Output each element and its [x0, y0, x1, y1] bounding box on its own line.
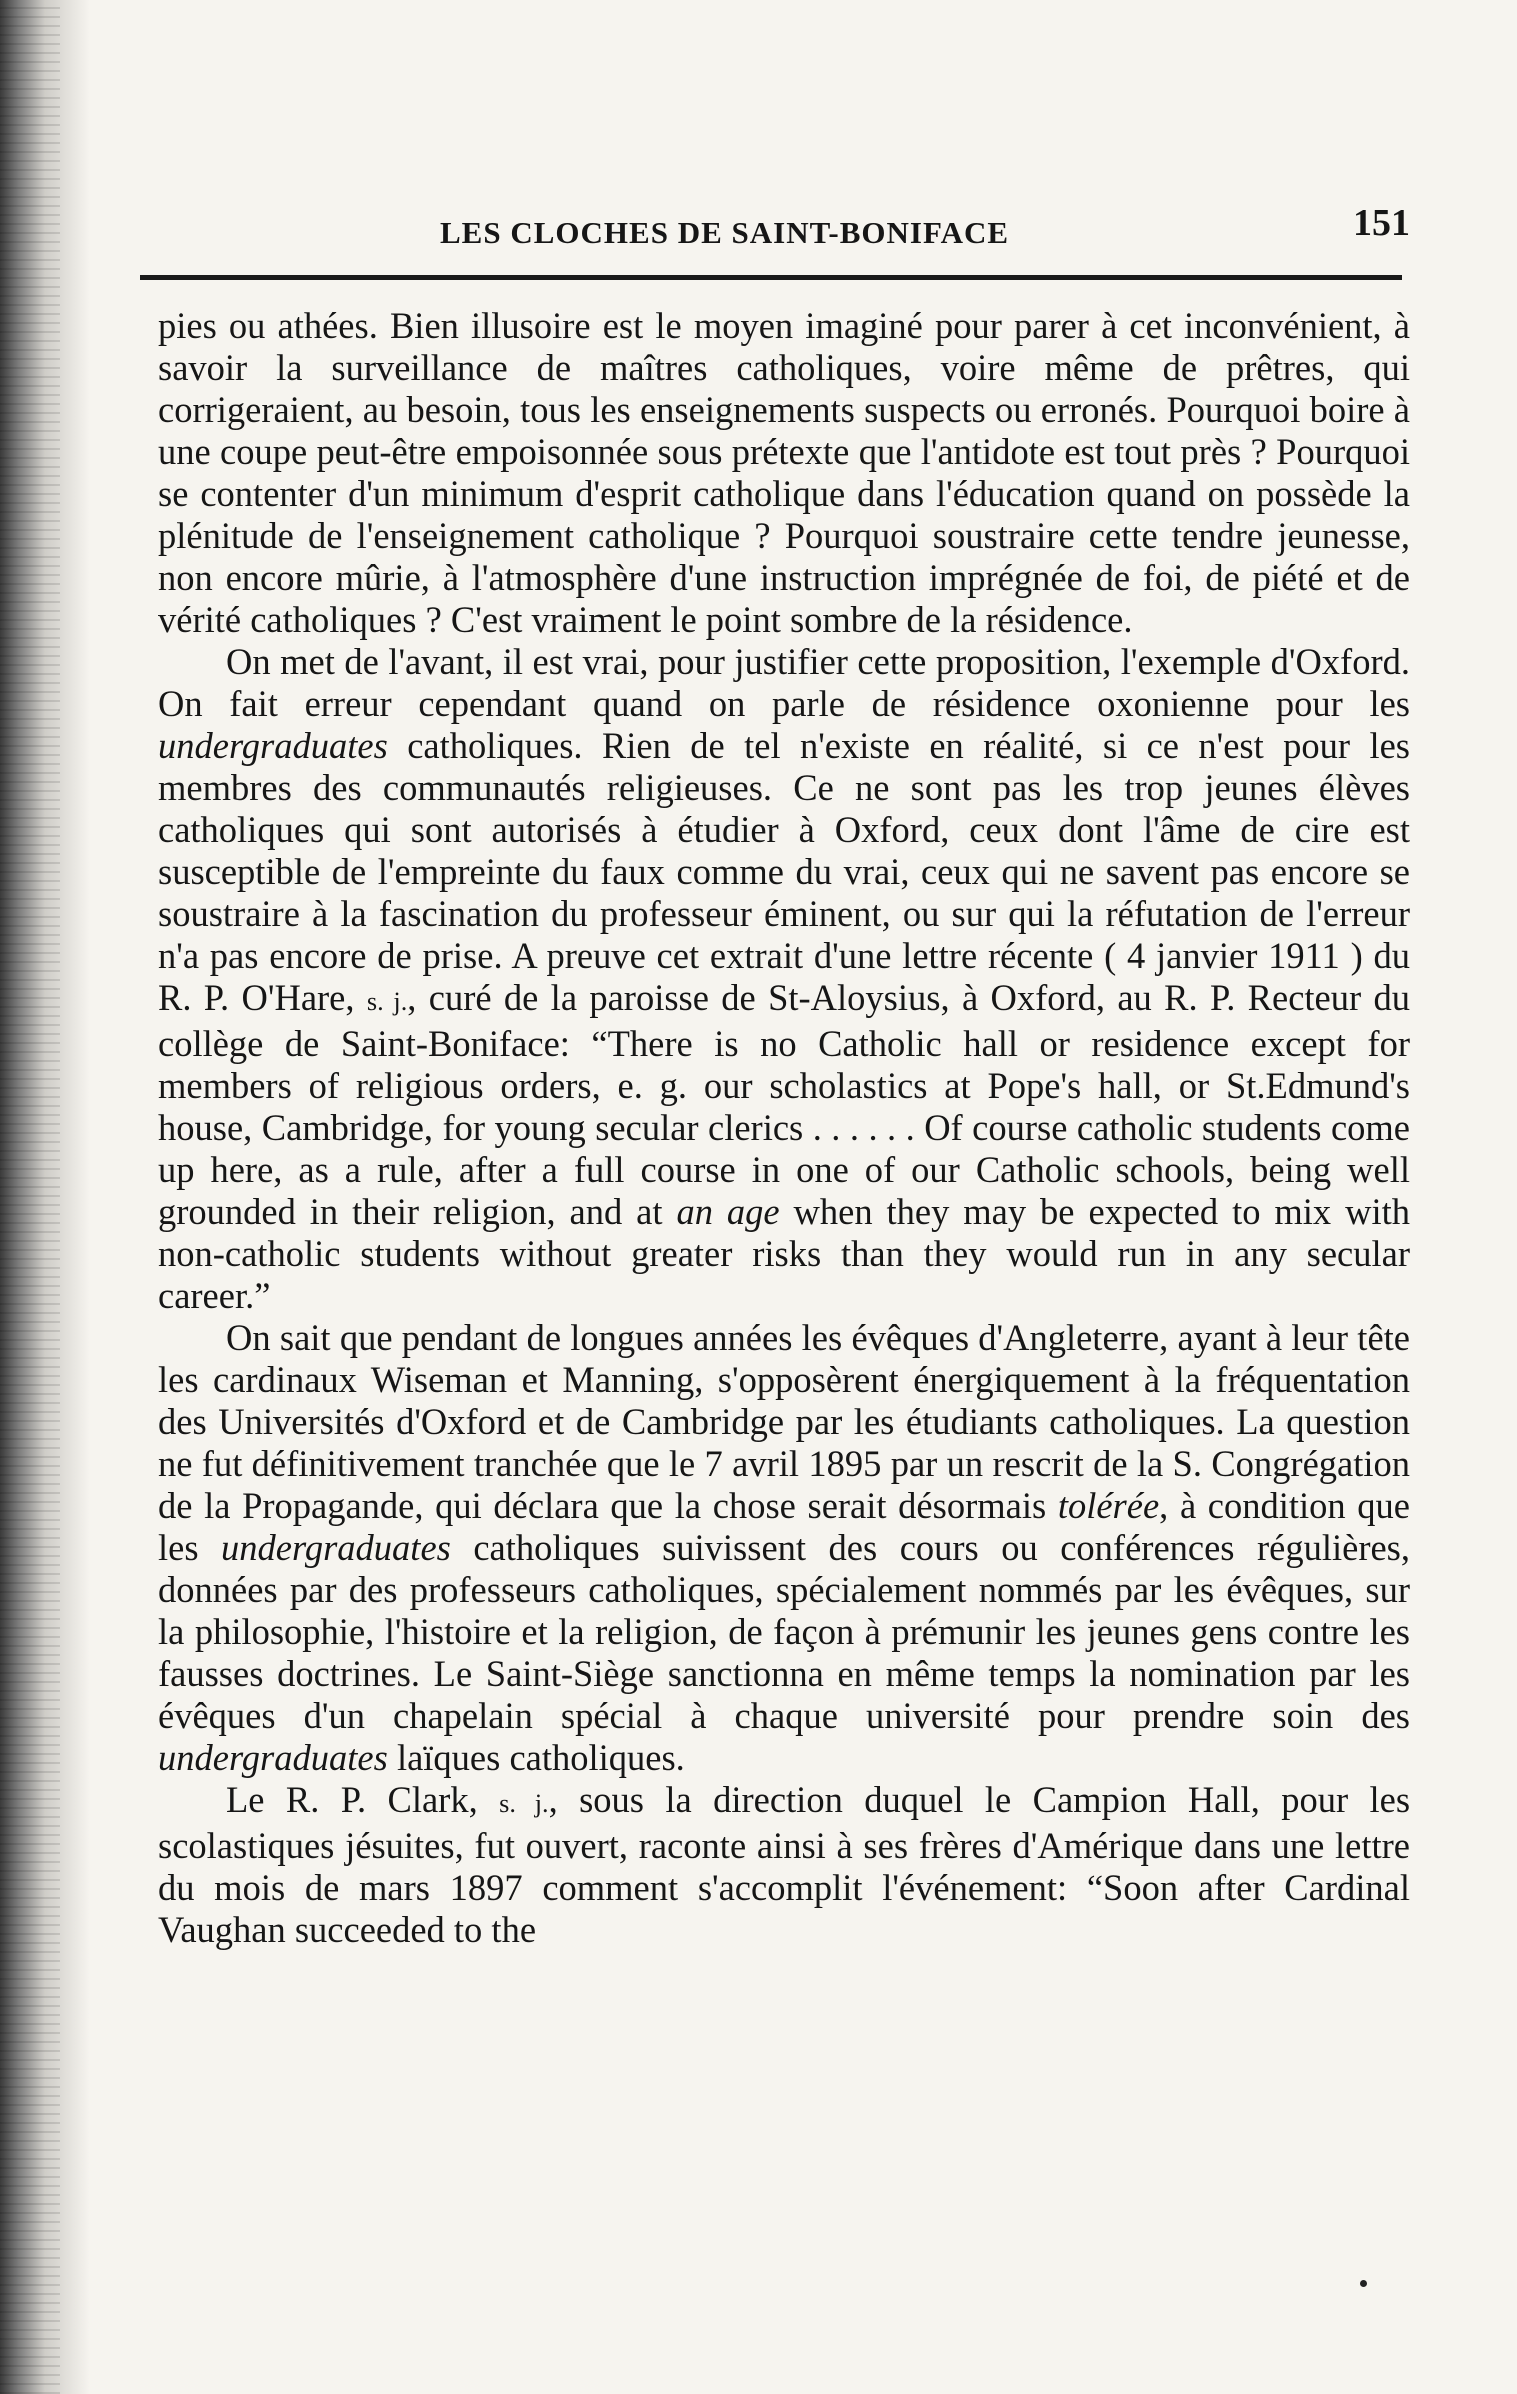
text-run: laïques catholiques.: [387, 1737, 685, 1778]
italic-term: undergraduates: [158, 725, 388, 766]
book-gutter-shadow: [0, 0, 90, 2394]
text-run: , sous la direction duquel le Campion Hall, pour les scolastiques jésuites, fut ouvert, raconte ainsi à ses frères d'Amérique dans une lettre du mois de mars 1897 comment s'accomplit l'événement: “Soon after Cardinal Vaughan succeeded to the: [158, 1779, 1411, 1950]
italic-term: tolérée: [1057, 1485, 1160, 1526]
paragraph-3: [158, 1317, 1410, 1779]
italic-term: undergraduates: [221, 1527, 451, 1568]
running-title: LES CLOCHES DE SAINT-BONIFACE: [440, 215, 1010, 250]
body-text: [158, 305, 1410, 1951]
italic-term: undergraduates: [158, 1737, 388, 1778]
text-run: , à condition que les: [158, 1485, 1410, 1568]
paragraph-1: [158, 305, 1410, 641]
paragraph-2: [158, 641, 1410, 1317]
small-caps-abbrev: s. j.: [366, 987, 408, 1016]
small-caps-abbrev: s. j.: [499, 1789, 549, 1818]
text-run: On met de l'avant, il est vrai, pour justifier cette proposition, l'exemple d'Oxford. On fait erreur cependant quand on parle de résidence oxonienne pour les: [158, 641, 1410, 724]
header-rule: [140, 275, 1402, 280]
text-run: On sait que pendant de longues années les évêques d'Angleterre, ayant à leur tête les cardinaux Wiseman et Manning, s'opposèrent énergiquement à la fréquentation des Universités d'Oxford et de Cambridge par les étudiants catholiques. La question ne fut définitivement tranchée que le 7 avril 1895 par un rescrit de la S. Congrégation de la Propagande, qui déclara que la chose serait désormais: [158, 1317, 1410, 1526]
page-number: 151: [1353, 202, 1410, 244]
page-header: [140, 195, 1410, 265]
text-run: Le R. P. Clark,: [226, 1779, 500, 1820]
italic-term: an age: [676, 1191, 780, 1232]
text-run: when they may be expected to mix with non-catholic students without greater risks than they would run in any secular career.”: [158, 1191, 1411, 1316]
paragraph-4: [158, 1779, 1410, 1951]
ink-speck: [1360, 2280, 1367, 2287]
text-run: catholiques. Rien de tel n'existe en réalité, si ce n'est pour les membres des communautés religieuses. Ce ne sont pas les trop jeunes élèves catholiques qui sont autorisés à étudier à Oxford, ceux dont l'âme de cire est susceptible de l'empreinte du faux comme du vrai, ceux qui ne savent pas encore se soustraire à la fascination du professeur éminent, ou sur qui la réfutation de l'erreur n'a pas encore de prise. A preuve cet extrait d'une lettre récente ( 4 janvier 1911 ) du R. P. O'Hare,: [158, 725, 1410, 1018]
text-run: , curé de la paroisse de St-Aloysius, à Oxford, au R. P. Recteur du collège de Saint-Boniface: “There is no Catholic hall or residence except for members of religious orders, e. g. our scholastics at Pope's hall, or St.Edmund's house, Cambridge, for young secular clerics . . . . . . Of course catholic students come up here, as a rule, after a full course in one of our Catholic schools, being well grounded in their religion, and at: [158, 977, 1411, 1232]
text-run: pies ou athées. Bien illusoire est le moyen imaginé pour parer à cet inconvénient, à savoir la surveillance de maîtres catholiques, voire même de prêtres, qui corrigeraient, au besoin, tous les enseignements suspects ou erronés. Pourquoi boire à une coupe peut-être empoisonnée sous prétexte que l'antidote est tout près ? Pourquoi se contenter d'un minimum d'esprit catholique dans l'éducation quand on possède la plénitude de l'enseignement catholique ? Pourquoi soustraire cette tendre jeunesse, non encore mûrie, à l'atmosphère d'une instruction imprégnée de foi, de piété et de vérité catholiques ? C'est vraiment le point sombre de la résidence.: [158, 305, 1410, 640]
text-run: catholiques suivissent des cours ou conférences régulières, données par des professeurs catholiques, spécialement nommés par les évêques, sur la philosophie, l'histoire et la religion, de façon à prémunir les jeunes gens contre les fausses doctrines. Le Saint-Siège sanctionna en même temps la nomination par les évêques d'un chapelain spécial à chaque université pour prendre soin des: [158, 1527, 1411, 1736]
